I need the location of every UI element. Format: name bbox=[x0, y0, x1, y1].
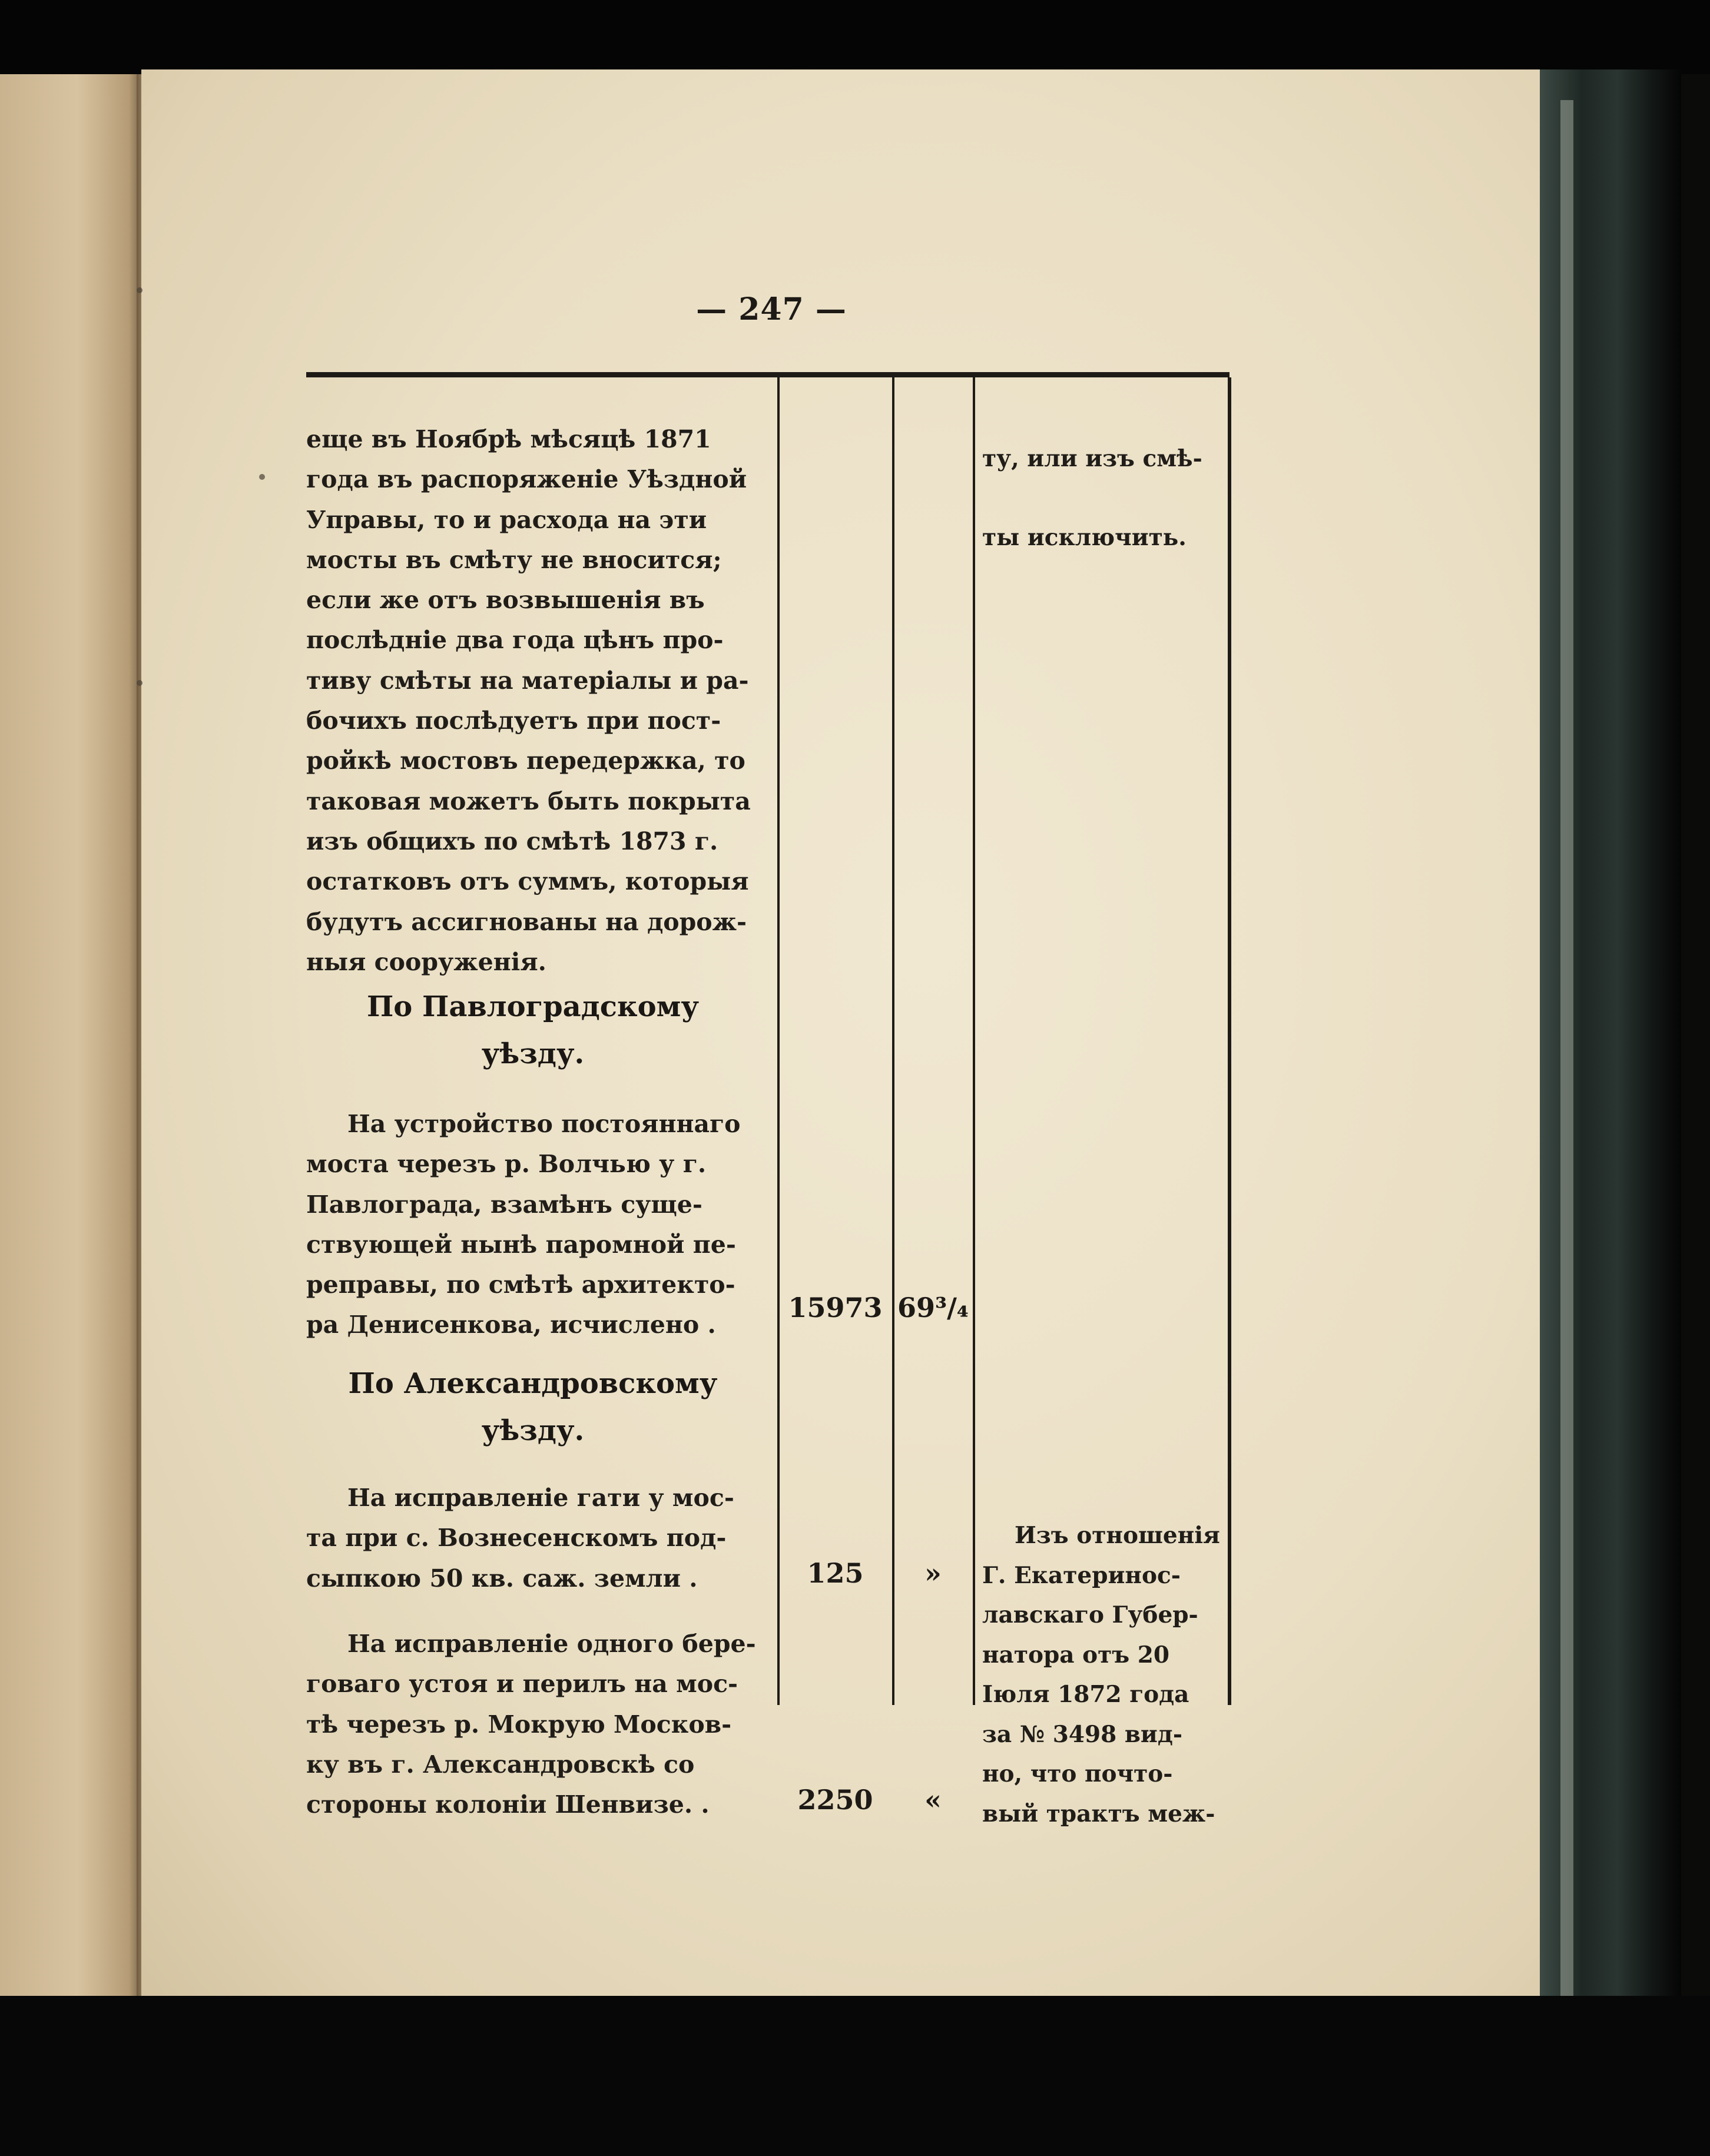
table-right-border bbox=[1228, 377, 1231, 1705]
text-line: реправы, по смѣтѣ архитекто- bbox=[306, 1271, 735, 1299]
text-line: На исправленіе гати у мос- bbox=[347, 1484, 734, 1512]
text-line: моста черезъ р. Волчью у г. bbox=[306, 1150, 707, 1179]
paper-speck bbox=[259, 474, 265, 480]
table-column-rule bbox=[777, 377, 780, 1705]
text-line: послѣдніе два года цѣнъ про- bbox=[306, 626, 724, 655]
text-line: ныя сооруженія. bbox=[306, 947, 546, 976]
amount-kopecks: » bbox=[924, 1557, 942, 1589]
note-line: ты исключить. bbox=[982, 524, 1187, 551]
heading-line: уѣзду. bbox=[481, 1414, 585, 1447]
scan-background-top bbox=[0, 0, 1710, 74]
heading-line: По Павлоградскому bbox=[366, 990, 700, 1023]
page-stack-edge bbox=[1560, 100, 1573, 1996]
text-line: изъ общихъ по смѣтѣ 1873 г. bbox=[306, 827, 718, 855]
note-line: лавскаго Губер- bbox=[982, 1601, 1198, 1628]
note-line: вый трактъ меж- bbox=[982, 1800, 1215, 1827]
note-governor-letter bbox=[982, 1516, 1225, 1834]
table-column-rule bbox=[973, 377, 975, 1705]
text-line: еще въ Ноябрѣ мѣсяцѣ 1871 bbox=[306, 425, 711, 453]
note-line: натора отъ 20 bbox=[982, 1641, 1170, 1669]
text-line: Павлограда, взамѣнъ суще- bbox=[306, 1190, 702, 1219]
text-line: бочихъ послѣдуетъ при пост- bbox=[306, 706, 721, 735]
text-line: мосты въ смѣту не вносится; bbox=[306, 545, 722, 574]
text-line: тѣ черезъ р. Мокрую Москов- bbox=[306, 1710, 732, 1739]
left-page-edge bbox=[0, 74, 140, 1996]
note-line: Г. Екатеринос- bbox=[982, 1561, 1181, 1589]
amount-rubles: 2250 bbox=[797, 1784, 873, 1816]
paragraph-voznesenskoe-causeway bbox=[306, 1478, 760, 1598]
note-line: за № 3498 вид- bbox=[982, 1720, 1183, 1748]
text-line: ройкѣ мостовъ передержка, то bbox=[306, 747, 745, 775]
text-line: стороны колоніи Шенвизе. . bbox=[306, 1790, 710, 1819]
amount-rubles: 15973 bbox=[788, 1292, 883, 1324]
text-line: ствующей нынѣ паромной пе- bbox=[306, 1230, 736, 1259]
text-line: тиву смѣты на матеріалы и ра- bbox=[306, 666, 749, 695]
text-line: если же отъ возвышенія въ bbox=[306, 586, 705, 615]
note-line: ту, или изъ смѣ- bbox=[982, 445, 1202, 472]
page-number: — 247 — bbox=[696, 291, 847, 327]
text-line: На устройство постояннаго bbox=[347, 1110, 741, 1138]
text-line: таковая можетъ быть покрыта bbox=[306, 787, 751, 815]
text-line: остатковъ отъ суммъ, которыя bbox=[306, 867, 749, 896]
note-line: Изъ отношенія bbox=[1015, 1522, 1220, 1549]
text-line: На исправленіе одного бере- bbox=[347, 1630, 756, 1658]
scan-background-bottom bbox=[0, 1996, 1710, 2156]
heading-line: По Александровскому bbox=[348, 1367, 718, 1400]
amount-rubles: 125 bbox=[807, 1557, 864, 1589]
note-exclude-from-estimate bbox=[982, 419, 1225, 577]
table-column-rule bbox=[892, 377, 894, 1705]
paper-speck bbox=[137, 287, 142, 293]
text-line: будутъ ассигнованы на дорож- bbox=[306, 907, 747, 936]
text-line: ку въ г. Александровскѣ со bbox=[306, 1750, 695, 1779]
amount-kopecks: « bbox=[924, 1784, 942, 1816]
note-line: Іюля 1872 года bbox=[982, 1681, 1189, 1708]
paragraph-mokraya-moskovka-bridge bbox=[306, 1624, 760, 1825]
text-line: та при с. Вознесенскомъ под- bbox=[306, 1524, 727, 1553]
paragraph-volchya-bridge bbox=[306, 1104, 760, 1345]
paragraph-bridge-budget bbox=[306, 419, 760, 982]
text-line: говаго устоя и перилъ на мос- bbox=[306, 1670, 738, 1699]
section-heading-pavlograd bbox=[306, 983, 760, 1077]
section-heading-aleksandrovsk bbox=[306, 1360, 760, 1454]
table-top-rule bbox=[306, 372, 1230, 377]
paper-speck bbox=[137, 680, 142, 686]
heading-line: уѣзду. bbox=[481, 1037, 585, 1070]
text-line: Управы, то и расхода на эти bbox=[306, 505, 707, 534]
amount-kopecks: 69³/₄ bbox=[897, 1292, 969, 1324]
text-line: года въ распоряженіе Уѣздной bbox=[306, 465, 747, 494]
text-line: ра Денисенкова, исчислено . bbox=[306, 1311, 716, 1339]
note-line: но, что почто- bbox=[982, 1760, 1173, 1787]
text-line: сыпкою 50 кв. саж. земли . bbox=[306, 1564, 698, 1593]
